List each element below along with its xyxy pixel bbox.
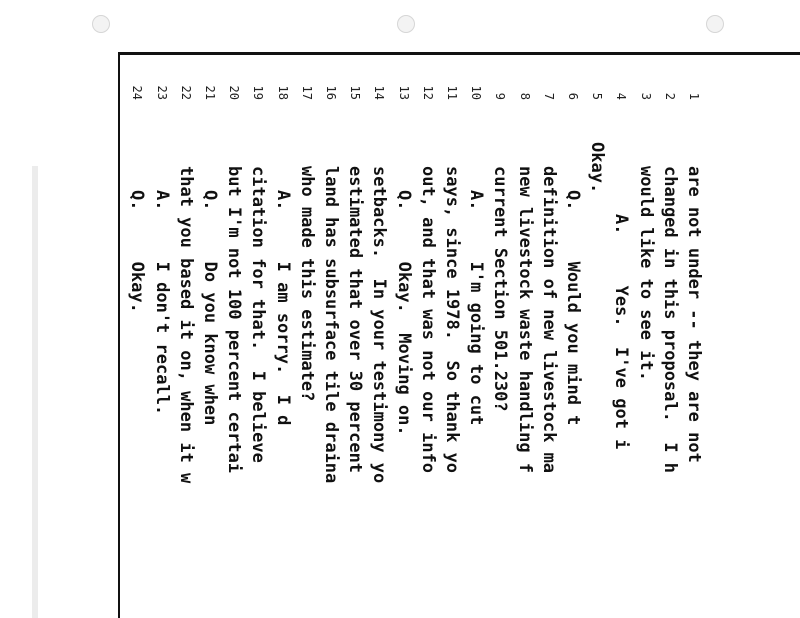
- transcript-line: [585, 82, 609, 618]
- line-text: A. I don't recall.: [151, 190, 172, 416]
- line-number: 18: [275, 85, 290, 100]
- transcript-line: [246, 82, 270, 618]
- line-number: 2: [662, 92, 677, 100]
- line-text: Q. Would you mind t: [563, 190, 583, 426]
- transcript-line: [416, 82, 440, 618]
- line-number: 12: [420, 85, 435, 100]
- page-border-top: [118, 52, 800, 55]
- transcript-line: [392, 82, 416, 618]
- transcript-line: [295, 82, 319, 618]
- transcript-line: [513, 82, 537, 618]
- line-number: 15: [348, 85, 363, 100]
- line-text: A. I am sorry. I d: [272, 190, 293, 426]
- line-number: 9: [493, 92, 508, 100]
- line-number: 17: [299, 85, 314, 100]
- line-text: definition of new livestock ma: [538, 166, 559, 474]
- transcript-line: [464, 82, 488, 618]
- line-text: that you based it on, when it w: [175, 166, 196, 484]
- transcript-line: [343, 82, 367, 618]
- transcript-line: [440, 82, 464, 618]
- transcript-line: [198, 82, 222, 618]
- line-text: land has subsurface tile draina: [321, 166, 341, 484]
- line-number: 19: [251, 85, 266, 100]
- line-number: 4: [614, 92, 629, 100]
- line-text: new livestock waste handling f: [514, 166, 535, 474]
- transcript-line: [367, 82, 391, 618]
- scan-margin-shadow: [32, 166, 38, 618]
- transcript-line: [561, 82, 585, 618]
- line-number: 16: [324, 85, 338, 100]
- line-number: 3: [638, 92, 653, 100]
- line-number: 11: [445, 85, 459, 100]
- transcript-line: [271, 82, 295, 618]
- line-number: 20: [227, 85, 242, 100]
- line-number: 14: [372, 85, 387, 100]
- transcript-line: [634, 82, 658, 618]
- line-text: Q. Okay.: [127, 190, 148, 313]
- line-text: says, since 1978. So thank yo: [442, 166, 462, 474]
- line-text: current Section 501.230?: [490, 166, 511, 412]
- line-text: A. Yes. I've got i: [611, 214, 632, 450]
- line-number: 24: [130, 85, 145, 100]
- line-text: but I'm not 100 percent certai: [224, 166, 245, 474]
- transcript-line: [488, 82, 512, 618]
- line-text: A. I'm going to cut: [466, 190, 487, 426]
- transcript-line: [125, 82, 149, 618]
- transcript-line: [174, 82, 198, 618]
- punch-hole-middle: [397, 15, 415, 33]
- transcript-line: [222, 82, 246, 618]
- transcript-line: [537, 82, 561, 618]
- line-number: 5: [590, 92, 605, 100]
- transcript-line: [609, 82, 633, 618]
- line-text: estimated that over 30 percent: [345, 166, 366, 474]
- line-text: setbacks. In your testimony yo: [369, 166, 390, 484]
- punch-hole-right: [706, 15, 724, 33]
- line-text: who made this estimate?: [296, 166, 317, 402]
- line-number: 21: [203, 85, 217, 100]
- line-text: changed in this proposal. I h: [659, 166, 680, 474]
- line-text: Q. Do you know when: [200, 190, 220, 426]
- line-number: 7: [541, 92, 556, 100]
- line-number: 10: [469, 85, 484, 100]
- line-number: 8: [517, 92, 532, 100]
- page-border-left: [118, 52, 120, 618]
- transcript-line: [658, 82, 682, 618]
- line-number: 6: [566, 92, 580, 100]
- transcript-line: [682, 82, 706, 618]
- transcript-line: [150, 82, 174, 618]
- line-number: 23: [154, 85, 169, 100]
- line-text: would like to see it.: [635, 166, 656, 381]
- line-text: out, and that was not our info: [417, 166, 438, 474]
- transcript-body: [126, 82, 706, 618]
- line-number: 22: [178, 85, 193, 100]
- line-text: citation for that. I believe: [248, 166, 269, 463]
- line-number: 13: [396, 85, 411, 100]
- line-text: Q. Okay. Moving on.: [393, 190, 414, 436]
- punch-hole-left: [92, 15, 110, 33]
- transcript-line: [319, 82, 343, 618]
- line-number: 1: [687, 92, 701, 100]
- line-text: are not under -- they are not: [684, 166, 704, 463]
- line-text: Okay.: [587, 142, 608, 194]
